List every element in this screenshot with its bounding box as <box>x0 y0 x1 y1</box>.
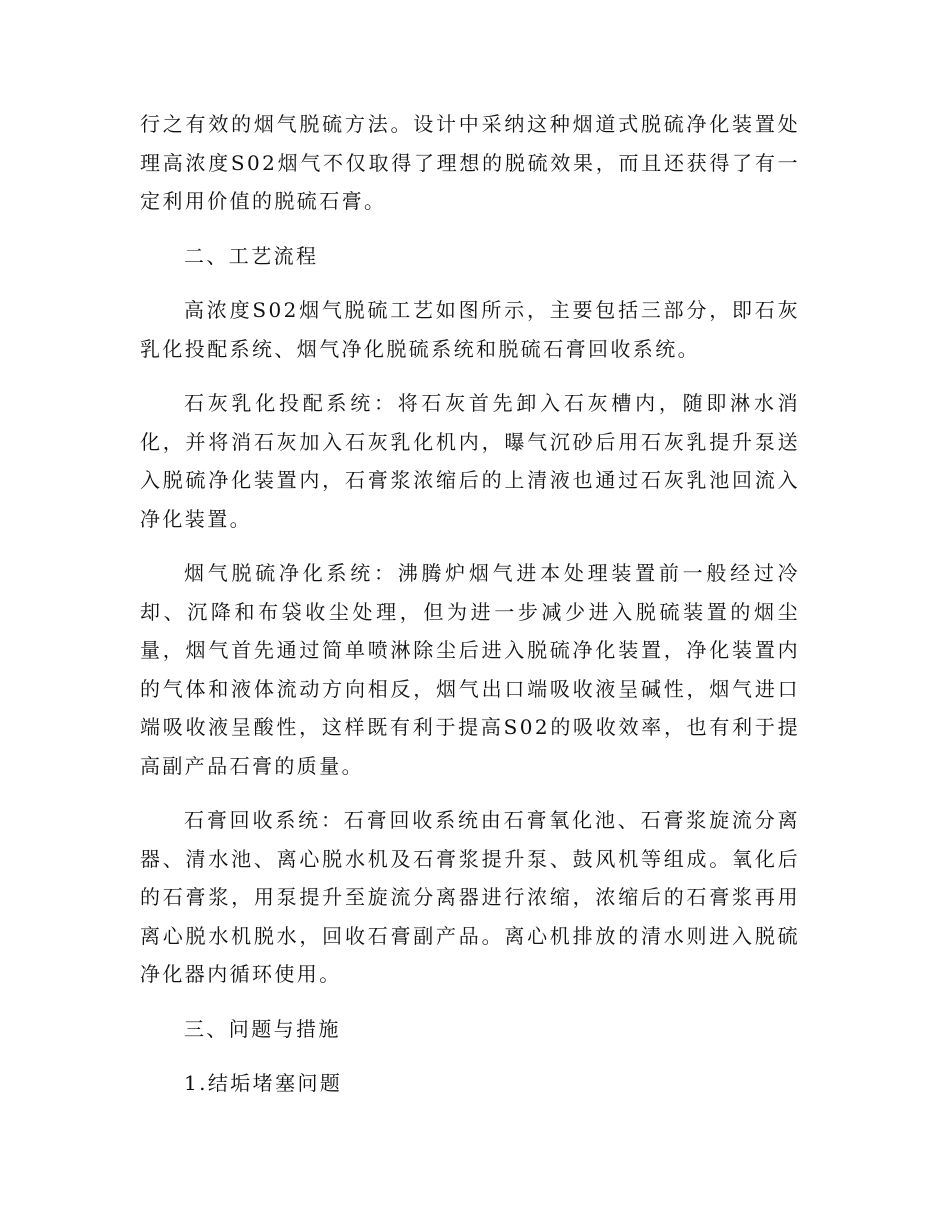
spacer <box>140 275 800 291</box>
paragraph-lime-system: 石灰乳化投配系统：将石灰首先卸入石灰槽内，随即淋水消化，并将消石灰加入石灰乳化机内，曝气沉砂后用石灰乳提升泵送入脱硫净化装置内，石膏浆浓缩后的上清液也通过石灰乳池回流入净化装置。 <box>140 391 800 531</box>
document-page <box>140 105 800 1103</box>
paragraph-desulfurization-system: 烟气脱硫净化系统：沸腾炉烟气进本处理装置前一般经过冷却、沉降和布袋收尘处理，但为进一步减少进入脱硫装置的烟尘量，烟气首先通过简单喷淋除尘后进入脱硫净化装置，净化装置内的气体和液体流动方向相反，烟气出口端吸收液呈碱性，烟气进口端吸收液呈酸性，这样既有利于提高S02的吸收效率，也有利于提高副产品石膏的质量。 <box>140 561 800 778</box>
subsection-heading-scaling: 1.结垢堵塞问题 <box>184 1071 343 1095</box>
spacer <box>140 785 800 801</box>
paragraph-gypsum-recovery: 石膏回收系统：石膏回收系统由石膏氧化池、石膏浆旋流分离器、清水池、离心脱水机及石膏浆提升泵、鼓风机等组成。氧化后的石膏浆，用泵提升至旋流分离器进行浓缩，浓缩后的石膏浆再用离心脱水机脱水，回收石膏副产品。离心机排放的清水则进入脱硫净化器内循环使用。 <box>140 808 800 986</box>
spacer <box>140 538 800 554</box>
spacer <box>140 994 800 1010</box>
spacer <box>140 1048 800 1064</box>
paragraph-intro-continuation: 行之有效的烟气脱硫方法。设计中采纳这种烟道式脱硫净化装置处理高浓度S02烟气不仅取得了理想的脱硫效果，而且还获得了有一定利用价值的脱硫石膏。 <box>140 112 800 213</box>
section-heading-problems: 三、问题与措施 <box>184 1016 341 1041</box>
spacer <box>140 368 800 384</box>
spacer <box>140 221 800 237</box>
section-heading-process: 二、工艺流程 <box>184 243 319 268</box>
paragraph-process-overview: 高浓度S02烟气脱硫工艺如图所示，主要包括三部分，即石灰乳化投配系统、烟气净化脱硫系统和脱硫石膏回收系统。 <box>140 298 800 361</box>
